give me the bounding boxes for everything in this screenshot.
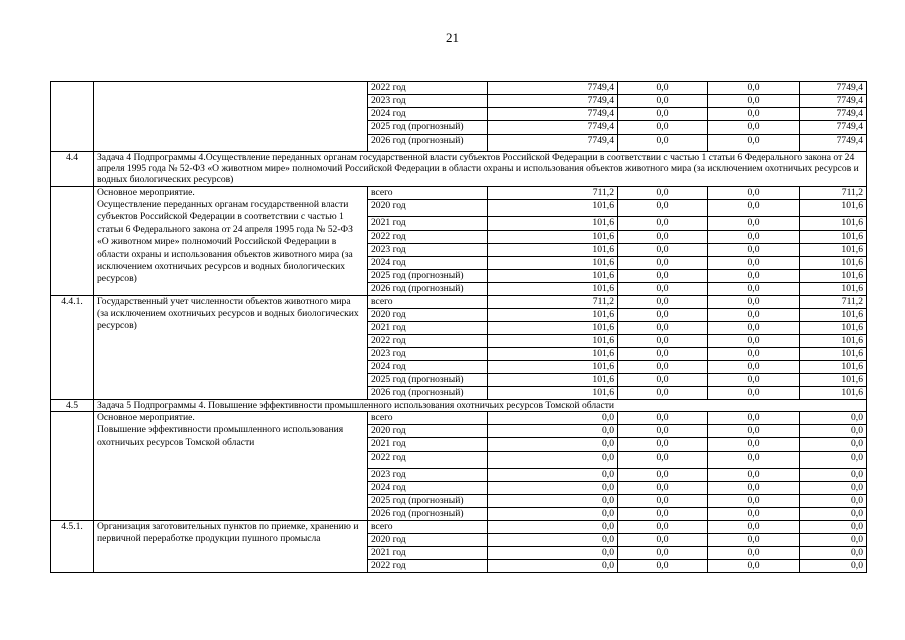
value-regional-budget-cell: 0,0 (708, 494, 800, 507)
value-federal-budget-cell: 0,0 (618, 82, 708, 95)
year-cell: 2025 год (прогнозный) (368, 494, 488, 507)
value-federal-budget-cell: 0,0 (618, 321, 708, 334)
value-federal-budget-cell: 0,0 (618, 295, 708, 308)
value-regional-budget-cell: 0,0 (708, 507, 800, 520)
task-description-cell: Задача 5 Подпрограммы 4. Повышение эффективности промышленного использования охотничьих ресурсов Томской области (94, 399, 867, 411)
value-total-budget-cell: 101,6 (488, 230, 618, 243)
value-regional-budget-cell: 0,0 (708, 282, 800, 295)
value-regional-budget-cell: 0,0 (708, 321, 800, 334)
year-cell: 2020 год (368, 533, 488, 546)
value-total-budget-cell: 0,0 (488, 520, 618, 533)
value-federal-budget-cell: 0,0 (618, 186, 708, 199)
value-regional-budget-cell: 0,0 (708, 520, 800, 533)
value-total-budget-cell: 711,2 (488, 295, 618, 308)
value-total-cell: 101,6 (800, 199, 867, 216)
item-name-cell (94, 295, 368, 399)
value-regional-budget-cell: 0,0 (708, 216, 800, 230)
value-total-budget-cell: 7749,4 (488, 135, 618, 152)
table-row (51, 520, 867, 533)
value-total-budget-cell: 0,0 (488, 481, 618, 494)
value-total-cell: 101,6 (800, 360, 867, 373)
item-code-cell: 4.4.1. (51, 295, 94, 399)
table-row (51, 411, 867, 424)
value-total-budget-cell: 101,6 (488, 386, 618, 399)
year-cell: 2021 год (368, 216, 488, 230)
year-cell: 2023 год (368, 243, 488, 256)
value-total-budget-cell: 101,6 (488, 243, 618, 256)
item-code-cell (51, 82, 94, 152)
value-total-cell: 0,0 (800, 559, 867, 572)
value-regional-budget-cell: 0,0 (708, 468, 800, 481)
value-regional-budget-cell: 0,0 (708, 186, 800, 199)
value-total-budget-cell: 101,6 (488, 199, 618, 216)
value-federal-budget-cell: 0,0 (618, 546, 708, 559)
value-regional-budget-cell: 0,0 (708, 451, 800, 468)
value-federal-budget-cell: 0,0 (618, 308, 708, 321)
value-federal-budget-cell: 0,0 (618, 494, 708, 507)
task-row (51, 152, 867, 187)
value-federal-budget-cell: 0,0 (618, 437, 708, 451)
value-total-budget-cell: 101,6 (488, 308, 618, 321)
value-total-budget-cell: 0,0 (488, 494, 618, 507)
value-regional-budget-cell: 0,0 (708, 373, 800, 386)
value-total-cell: 101,6 (800, 386, 867, 399)
year-cell: 2022 год (368, 82, 488, 95)
value-regional-budget-cell: 0,0 (708, 256, 800, 269)
value-total-cell: 7749,4 (800, 82, 867, 95)
value-total-cell: 101,6 (800, 243, 867, 256)
value-total-cell: 7749,4 (800, 95, 867, 108)
year-cell: 2022 год (368, 559, 488, 572)
value-total-cell: 0,0 (800, 546, 867, 559)
year-cell: 2020 год (368, 199, 488, 216)
year-cell: 2024 год (368, 360, 488, 373)
item-name-cell (94, 411, 368, 520)
table-row (51, 186, 867, 199)
item-code-cell: 4.5.1. (51, 520, 94, 572)
year-cell: 2024 год (368, 481, 488, 494)
value-total-cell: 7749,4 (800, 121, 867, 135)
value-total-budget-cell: 101,6 (488, 282, 618, 295)
year-cell: 2023 год (368, 468, 488, 481)
year-cell: 2021 год (368, 437, 488, 451)
value-federal-budget-cell: 0,0 (618, 360, 708, 373)
value-regional-budget-cell: 0,0 (708, 269, 800, 282)
value-regional-budget-cell: 0,0 (708, 243, 800, 256)
year-cell: 2021 год (368, 321, 488, 334)
value-total-budget-cell: 7749,4 (488, 95, 618, 108)
table-row (51, 295, 867, 308)
value-total-budget-cell: 7749,4 (488, 108, 618, 121)
value-regional-budget-cell: 0,0 (708, 199, 800, 216)
value-total-cell: 711,2 (800, 295, 867, 308)
year-cell: 2026 год (прогнозный) (368, 507, 488, 520)
value-federal-budget-cell: 0,0 (618, 121, 708, 135)
task-row (51, 399, 867, 411)
value-regional-budget-cell: 0,0 (708, 411, 800, 424)
value-federal-budget-cell: 0,0 (618, 108, 708, 121)
value-federal-budget-cell: 0,0 (618, 199, 708, 216)
value-regional-budget-cell: 0,0 (708, 437, 800, 451)
year-cell: 2023 год (368, 95, 488, 108)
value-regional-budget-cell: 0,0 (708, 230, 800, 243)
value-total-budget-cell: 0,0 (488, 437, 618, 451)
item-name-cell (94, 82, 368, 152)
year-cell: 2026 год (прогнозный) (368, 386, 488, 399)
year-cell: 2024 год (368, 256, 488, 269)
value-total-cell: 101,6 (800, 347, 867, 360)
value-total-cell: 0,0 (800, 411, 867, 424)
year-cell: 2022 год (368, 451, 488, 468)
value-total-cell: 101,6 (800, 373, 867, 386)
value-total-cell: 0,0 (800, 533, 867, 546)
year-cell: 2026 год (прогнозный) (368, 282, 488, 295)
value-total-budget-cell: 711,2 (488, 186, 618, 199)
year-cell: всего (368, 186, 488, 199)
value-federal-budget-cell: 0,0 (618, 424, 708, 437)
item-name-line: Государственный учет численности объектов животного мира (за исключением охотничьих ресурсов и водных биологических ресурсов) (97, 295, 359, 332)
value-federal-budget-cell: 0,0 (618, 468, 708, 481)
value-total-budget-cell: 0,0 (488, 424, 618, 437)
value-total-budget-cell: 0,0 (488, 559, 618, 572)
year-cell: 2021 год (368, 546, 488, 559)
table-row (51, 82, 867, 95)
value-total-budget-cell: 7749,4 (488, 82, 618, 95)
year-cell: 2024 год (368, 108, 488, 121)
value-total-budget-cell: 101,6 (488, 347, 618, 360)
value-total-cell: 101,6 (800, 334, 867, 347)
value-total-cell: 101,6 (800, 321, 867, 334)
page-number: 21 (446, 30, 459, 45)
value-federal-budget-cell: 0,0 (618, 334, 708, 347)
item-name-line: Основное мероприятие. (97, 411, 195, 423)
item-code-cell (51, 186, 94, 295)
year-cell: 2025 год (прогнозный) (368, 269, 488, 282)
value-total-budget-cell: 101,6 (488, 360, 618, 373)
value-regional-budget-cell: 0,0 (708, 108, 800, 121)
item-name-line: Осуществление переданных органам государственной власти субъектов Российской Федерации в соответствии с частью 1 статьи 6 Федерального закона от 24 апреля 1995 года № 52-ФЗ «О животном мире» полномочий Российской Федерации в области охраны и использования объектов животного мира (за исключением охотничьих ресурсов и водных биологических ресурсов) (97, 199, 353, 285)
value-federal-budget-cell: 0,0 (618, 282, 708, 295)
value-total-cell: 0,0 (800, 494, 867, 507)
value-regional-budget-cell: 0,0 (708, 533, 800, 546)
value-total-budget-cell: 0,0 (488, 411, 618, 424)
value-total-cell: 711,2 (800, 186, 867, 199)
value-federal-budget-cell: 0,0 (618, 243, 708, 256)
task-description-cell: Задача 4 Подпрограммы 4.Осуществление переданных органам государственной власти субъектов Российской Федерации в соответствии с частью 1 статьи 6 Федерального закона от 24 апреля 1995 года № 52-ФЗ «О животном мире» полномочий Российской Федерации в области охраны и использования объектов животного мира (за исключением охотничьих ресурсов и водных биологических ресурсов) (94, 152, 867, 187)
value-total-cell: 101,6 (800, 216, 867, 230)
value-federal-budget-cell: 0,0 (618, 386, 708, 399)
value-total-cell: 0,0 (800, 424, 867, 437)
value-total-cell: 7749,4 (800, 108, 867, 121)
value-federal-budget-cell: 0,0 (618, 451, 708, 468)
value-total-budget-cell: 7749,4 (488, 121, 618, 135)
item-name-line: Организация заготовительных пунктов по приемке, хранению и первичной переработке продукции пушного промысла (97, 520, 359, 545)
item-code-cell: 4.5 (51, 399, 94, 411)
year-cell: 2020 год (368, 308, 488, 321)
value-total-cell: 101,6 (800, 282, 867, 295)
value-federal-budget-cell: 0,0 (618, 135, 708, 152)
value-regional-budget-cell: 0,0 (708, 334, 800, 347)
value-regional-budget-cell: 0,0 (708, 295, 800, 308)
year-cell: всего (368, 411, 488, 424)
value-total-cell: 101,6 (800, 308, 867, 321)
value-total-budget-cell: 0,0 (488, 451, 618, 468)
value-federal-budget-cell: 0,0 (618, 373, 708, 386)
value-total-budget-cell: 0,0 (488, 507, 618, 520)
value-federal-budget-cell: 0,0 (618, 533, 708, 546)
year-cell: 2025 год (прогнозный) (368, 373, 488, 386)
value-federal-budget-cell: 0,0 (618, 230, 708, 243)
value-regional-budget-cell: 0,0 (708, 82, 800, 95)
budget-table (50, 81, 867, 573)
value-total-budget-cell: 101,6 (488, 334, 618, 347)
year-cell: 2026 год (прогнозный) (368, 135, 488, 152)
item-name-cell (94, 520, 368, 572)
value-total-cell: 0,0 (800, 507, 867, 520)
value-total-cell: 101,6 (800, 269, 867, 282)
item-name-line: Повышение эффективности промышленного использования охотничьих ресурсов Томской области (97, 424, 344, 448)
year-cell: всего (368, 520, 488, 533)
value-total-budget-cell: 0,0 (488, 468, 618, 481)
value-total-budget-cell: 101,6 (488, 321, 618, 334)
value-total-budget-cell: 101,6 (488, 269, 618, 282)
value-regional-budget-cell: 0,0 (708, 559, 800, 572)
value-regional-budget-cell: 0,0 (708, 386, 800, 399)
year-cell: 2025 год (прогнозный) (368, 121, 488, 135)
value-regional-budget-cell: 0,0 (708, 424, 800, 437)
year-cell: 2022 год (368, 334, 488, 347)
year-cell: 2022 год (368, 230, 488, 243)
value-total-cell: 0,0 (800, 468, 867, 481)
item-code-cell (51, 411, 94, 520)
value-regional-budget-cell: 0,0 (708, 481, 800, 494)
value-total-cell: 0,0 (800, 520, 867, 533)
value-regional-budget-cell: 0,0 (708, 308, 800, 321)
item-name-line: Основное мероприятие. (97, 186, 195, 198)
value-total-cell: 0,0 (800, 437, 867, 451)
value-total-cell: 7749,4 (800, 135, 867, 152)
value-total-cell: 101,6 (800, 230, 867, 243)
value-total-budget-cell: 101,6 (488, 216, 618, 230)
value-federal-budget-cell: 0,0 (618, 559, 708, 572)
value-total-budget-cell: 101,6 (488, 256, 618, 269)
value-federal-budget-cell: 0,0 (618, 256, 708, 269)
value-total-cell: 101,6 (800, 256, 867, 269)
value-regional-budget-cell: 0,0 (708, 360, 800, 373)
value-total-cell: 0,0 (800, 481, 867, 494)
value-regional-budget-cell: 0,0 (708, 121, 800, 135)
year-cell: всего (368, 295, 488, 308)
value-federal-budget-cell: 0,0 (618, 269, 708, 282)
value-federal-budget-cell: 0,0 (618, 411, 708, 424)
item-name-cell (94, 186, 368, 295)
value-regional-budget-cell: 0,0 (708, 95, 800, 108)
item-code-cell: 4.4 (51, 152, 94, 187)
value-regional-budget-cell: 0,0 (708, 546, 800, 559)
value-federal-budget-cell: 0,0 (618, 507, 708, 520)
value-federal-budget-cell: 0,0 (618, 347, 708, 360)
value-federal-budget-cell: 0,0 (618, 95, 708, 108)
year-cell: 2020 год (368, 424, 488, 437)
year-cell: 2023 год (368, 347, 488, 360)
value-regional-budget-cell: 0,0 (708, 347, 800, 360)
value-total-cell: 0,0 (800, 451, 867, 468)
value-federal-budget-cell: 0,0 (618, 481, 708, 494)
value-total-budget-cell: 101,6 (488, 373, 618, 386)
value-total-budget-cell: 0,0 (488, 533, 618, 546)
value-federal-budget-cell: 0,0 (618, 520, 708, 533)
value-regional-budget-cell: 0,0 (708, 135, 800, 152)
value-total-budget-cell: 0,0 (488, 546, 618, 559)
value-federal-budget-cell: 0,0 (618, 216, 708, 230)
